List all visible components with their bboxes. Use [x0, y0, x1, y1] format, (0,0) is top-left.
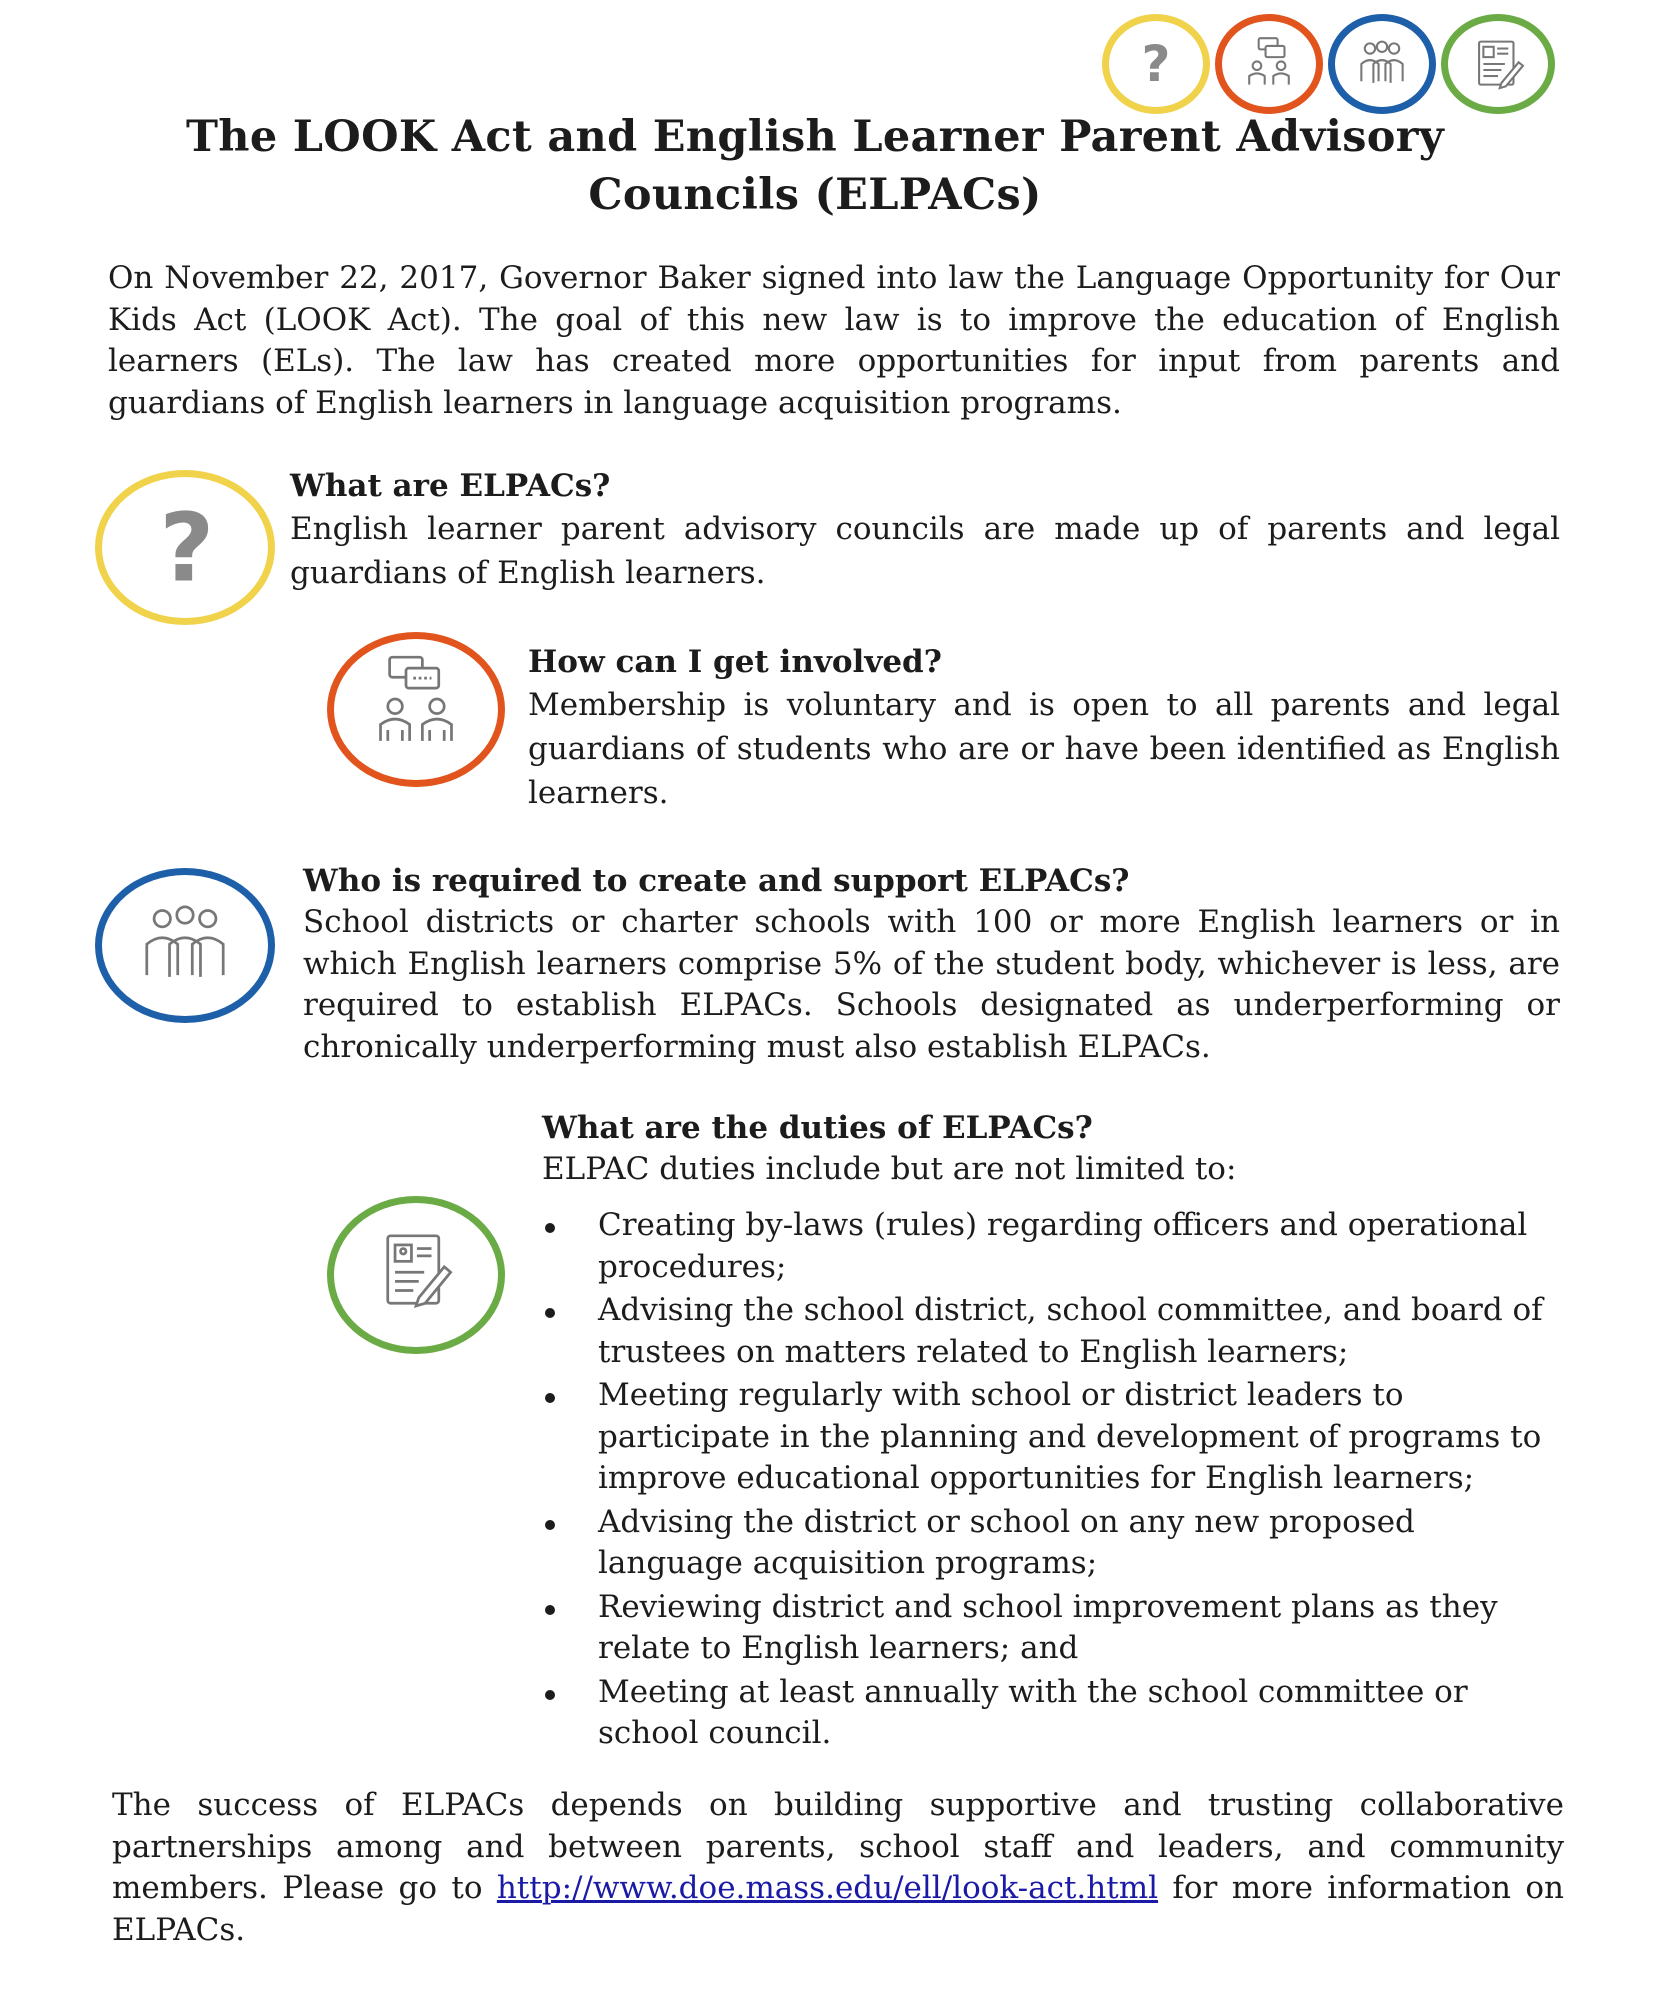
group-icon	[95, 868, 275, 1023]
required-body: School districts or charter schools with 100 or more English learners or in which English learners comprise 5% of the student body, whichever is less, are required to establish ELPACs. Schools designated as underperforming or chronically underperforming must also establish ELPACs.	[303, 904, 1560, 1065]
what-body: English learner parent advisory councils are made up of parents and legal guardians of English learners.	[290, 511, 1560, 591]
header-group-icon	[1328, 14, 1436, 114]
duties-intro: ELPAC duties include but are not limited to:	[542, 1151, 1237, 1187]
document-pen-icon	[327, 1196, 505, 1354]
required-heading: Who is required to create and support ELPACs?	[303, 863, 1130, 899]
closing-text-before: The success of ELPACs depends on building supportive and trusting collaborative partnerships among and between parents, school staff and leaders, and community members. Please go to	[112, 1787, 1564, 1906]
duties-list-item: Advising the district or school on any new proposed language acquisition programs;	[536, 1502, 1566, 1585]
chat-people-icon	[327, 632, 505, 787]
question-icon	[95, 470, 275, 625]
involved-heading: How can I get involved?	[528, 644, 942, 680]
duties-list-item: Meeting at least annually with the school committee or school council.	[536, 1672, 1566, 1755]
look-act-link[interactable]: http://www.doe.mass.edu/ell/look-act.html	[496, 1870, 1159, 1906]
closing-text-after: for more information on ELPACs.	[112, 1870, 1564, 1948]
duties-list-item: Creating by-laws (rules) regarding officers and operational procedures;	[536, 1205, 1566, 1288]
page-title	[150, 108, 1480, 224]
svg-text:?: ?	[1141, 35, 1171, 94]
what-heading: What are ELPACs?	[290, 468, 611, 504]
header-question-icon	[1102, 14, 1210, 114]
duties-heading: What are the duties of ELPACs?	[542, 1110, 1093, 1146]
closing-paragraph	[112, 1785, 1564, 1951]
duties-list-item: Reviewing district and school improvement plans as they relate to English learners; and	[536, 1587, 1566, 1670]
duties-list-item: Advising the school district, school committee, and board of trustees on matters related to English learners;	[536, 1290, 1566, 1373]
page-title-line2: Councils (ELPACs)	[588, 170, 1042, 220]
header-document-pen-icon	[1441, 14, 1555, 114]
duties-list-item: Meeting regularly with school or district leaders to participate in the planning and development of programs to improve educational opportunities for English learners;	[536, 1375, 1566, 1500]
header-chat-people-icon	[1215, 14, 1323, 114]
duties-list	[536, 1205, 1566, 1757]
involved-body: Membership is voluntary and is open to all parents and legal guardians of students who are or have been identified as English learners.	[528, 687, 1560, 811]
intro-paragraph: On November 22, 2017, Governor Baker signed into law the Language Opportunity for Our Kids Act (LOOK Act). The goal of this new law is to improve the education of English learners (ELs). The law has created more opportunities for input from parents and guardians of English learners in language acquisition programs.	[108, 260, 1560, 421]
svg-text:?: ?	[159, 493, 215, 604]
page-title-line1: The LOOK Act and English Learner Parent Advisory	[185, 112, 1445, 162]
